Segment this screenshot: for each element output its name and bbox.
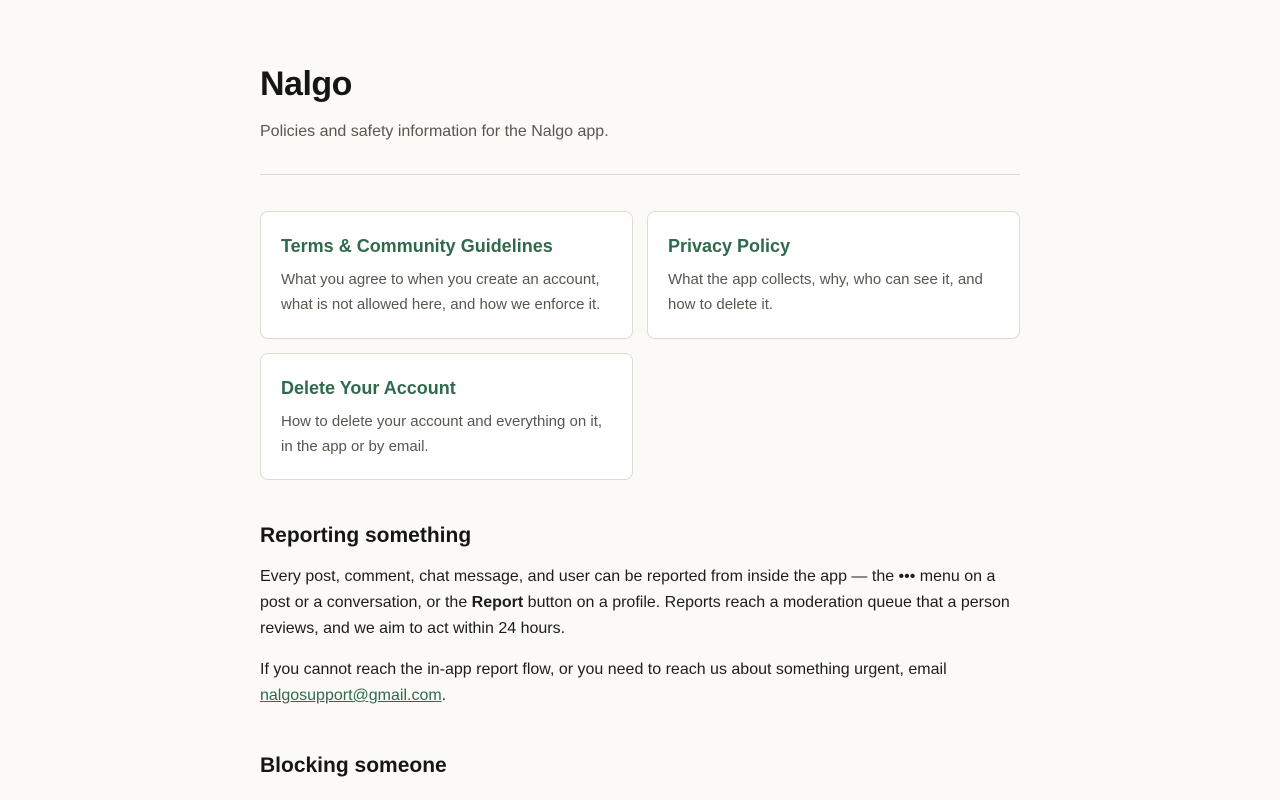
- reporting-text-start: Every post, comment, chat message, and user can be reported from inside the app — the ••• menu on a post or a conversation, or the: [260, 568, 996, 611]
- card-terms-description: What you agree to when you create an account, what is not allowed here, and how we enforce it.: [281, 271, 601, 313]
- contact-paragraph: [260, 657, 1020, 709]
- card-terms-title[interactable]: Terms & Community Guidelines: [281, 236, 553, 256]
- card-delete-account-description: How to delete your account and everything on it, in the app or by email.: [281, 413, 603, 455]
- reporting-heading: Reporting something: [260, 524, 472, 547]
- reporting-text-end: button on a profile. Reports reach a moderation queue that a person reviews, and we aim to act within 24 hours.: [260, 594, 1010, 637]
- header-divider: [260, 174, 1020, 175]
- card-delete-account[interactable]: [260, 353, 633, 480]
- contact-text-start: If you cannot reach the in-app report flow, or you need to reach us about something urgent, email: [260, 661, 947, 678]
- reporting-paragraph: [260, 564, 1020, 642]
- blocking-heading: Blocking someone: [260, 754, 447, 777]
- card-delete-account-title[interactable]: Delete Your Account: [281, 378, 456, 398]
- card-terms[interactable]: [260, 211, 633, 339]
- contact-text-end: .: [441, 687, 447, 704]
- card-privacy[interactable]: [647, 211, 1020, 339]
- card-privacy-title[interactable]: Privacy Policy: [668, 236, 791, 256]
- support-email-link[interactable]: nalgosupport@gmail.com: [260, 687, 442, 704]
- card-privacy-description: What the app collects, why, who can see it, and how to delete it.: [668, 271, 983, 313]
- site-title: Nalgo: [260, 65, 352, 103]
- report-button-name: Report: [471, 594, 524, 611]
- section-blocking: [260, 753, 1020, 779]
- site-tagline: Policies and safety information for the Nalgo app.: [260, 123, 609, 140]
- section-reporting: [260, 523, 1020, 709]
